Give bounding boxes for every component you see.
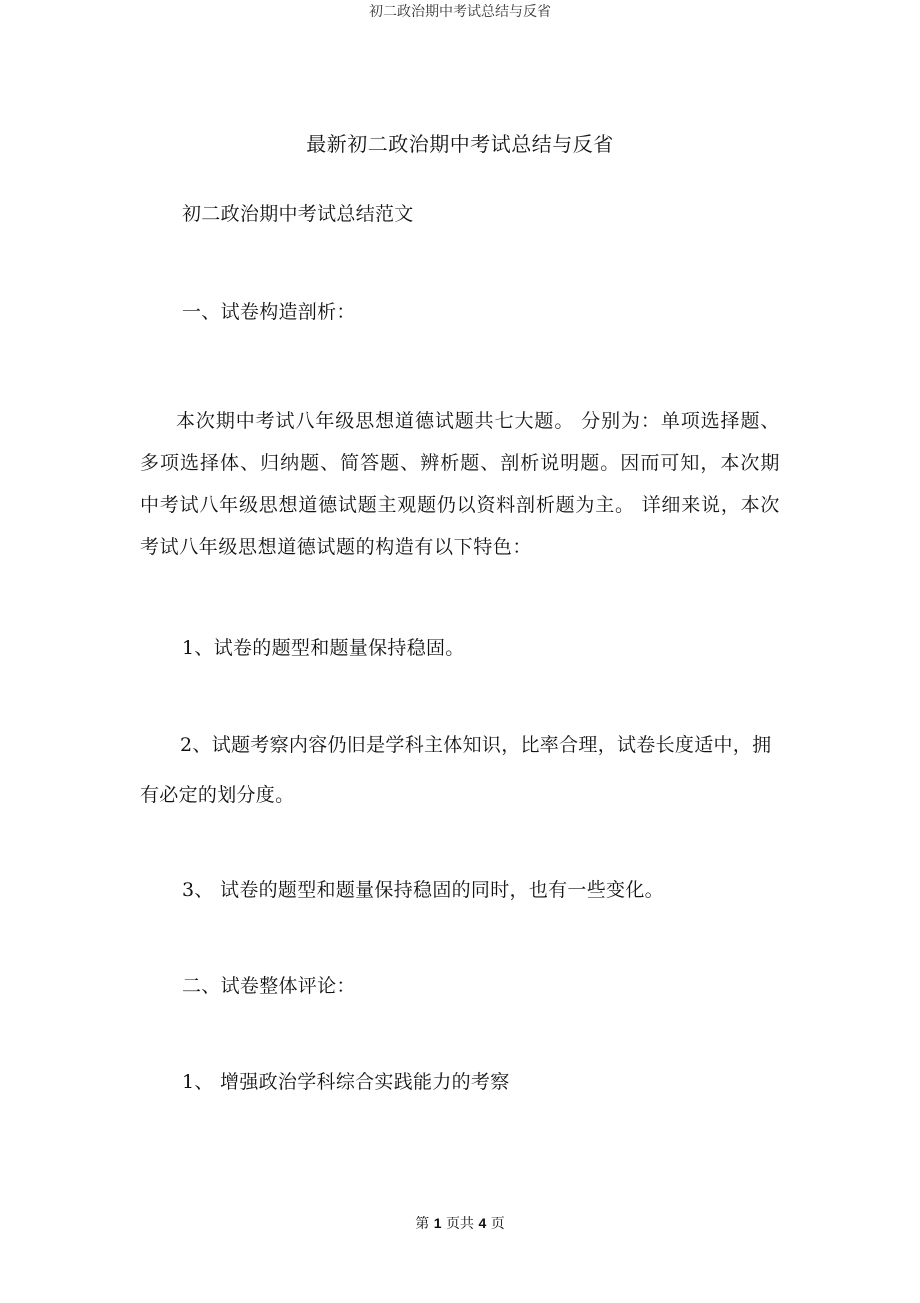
running-header: 初二政治期中考试总结与反省 [369, 4, 551, 20]
point-item-2: 2、试题考察内容仍旧是学科主体知识，比率合理，试卷长度适中，拥有必定的划分度。 [140, 734, 772, 806]
document-subtitle: 初二政治期中考试总结范文 [182, 203, 414, 225]
point-item-3: 3、 试卷的题型和题量保持稳固的同时，也有一些变化。 [182, 879, 664, 901]
page-suffix: 页 [490, 1216, 505, 1232]
page-middle: 页共 [446, 1216, 474, 1232]
paragraph-structure-analysis: 本次期中考试八年级思想道德试题共七大题。 分别为：单项选择题、多项选择体、归纳题、简答题、辨析题、剖析说明题。因而可知，本次期中考试八年级思想道德试题主观题仍以资料剖析题为主。 详细来说，本次考试八年级思想道德试题的构造有以下特色： [140, 410, 780, 558]
section-heading-2: 二、试卷整体评论： [182, 975, 356, 997]
page-number-footer [0, 1213, 920, 1234]
section-heading-1: 一、试卷构造剖析： [182, 301, 356, 323]
page-prefix: 第 [415, 1216, 430, 1232]
page-current: 1 [433, 1215, 442, 1231]
point-item-1: 1、试卷的题型和题量保持稳固。 [182, 637, 465, 659]
document-title: 最新初二政治期中考试总结与反省 [306, 132, 614, 156]
section2-point-item-1: 1、 增强政治学科综合实践能力的考察 [182, 1071, 510, 1093]
page-total: 4 [478, 1215, 487, 1231]
